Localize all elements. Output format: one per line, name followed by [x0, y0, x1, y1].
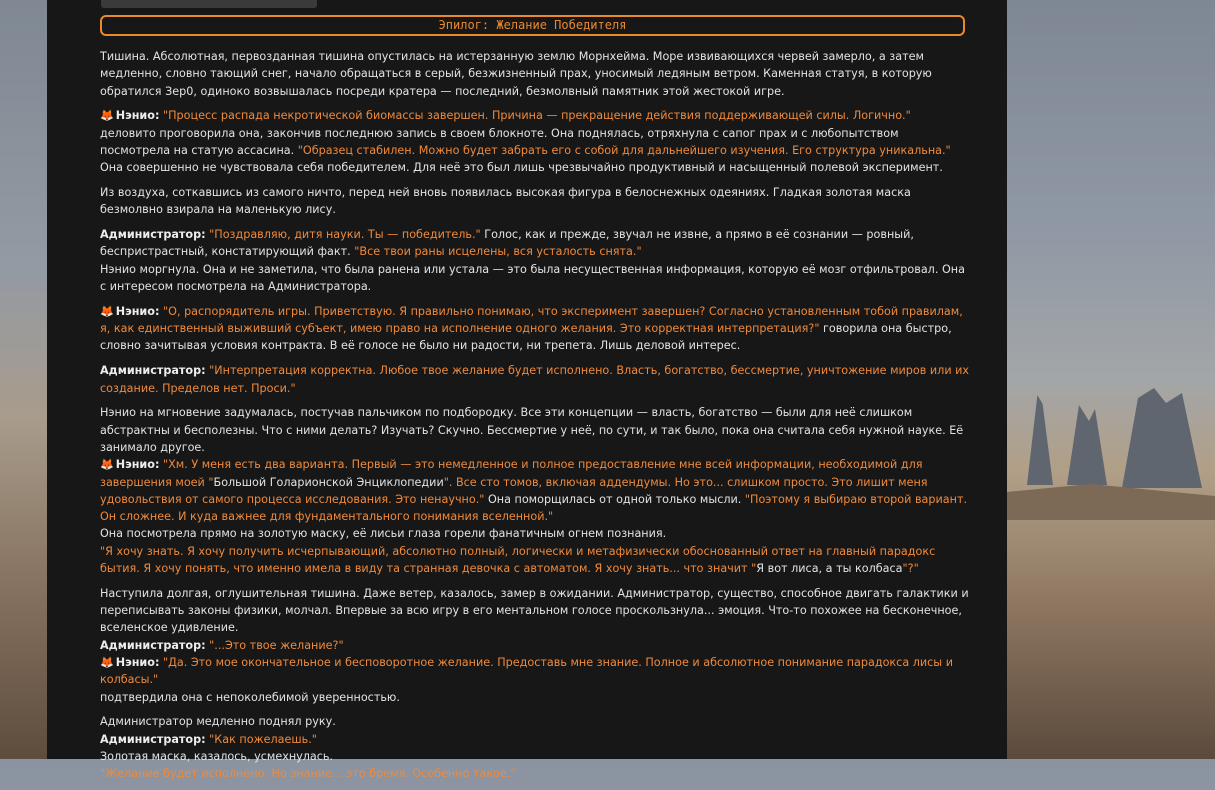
fox-icon: 🦊: [100, 656, 114, 669]
paragraph-admin-1: [100, 226, 970, 295]
quote: ". Все сто томов, включая аддендумы. Но это... слишком просто. Это лишит меня удовольствия от самого процесса исследования. Это ненаучно.": [100, 475, 928, 506]
narration: Большой Голарионской Энциклопедии: [213, 475, 444, 489]
quote: "Процесс распада некротической биомассы завершен. Причина — прекращение действия поддерживающей силы. Логично.": [163, 109, 911, 123]
narration: Наступила долгая, оглушительная тишина. Даже ветер, казалось, замер в ожидании. Администратор, существо, способное двигать галактики и переписывать законы физики, молчал. Впервые за всю игру в его ментальном голосе проскользнула... эмоция. Что-то похожее на бесконечное, вселенское удивление.: [100, 586, 969, 635]
narration: Золотая маска, казалось, усмехнулась.: [100, 749, 334, 763]
quote: "Поздравляю, дитя науки. Ты — победитель.": [209, 228, 481, 242]
fox-icon: 🦊: [100, 109, 114, 123]
speaker-name: Администратор:: [100, 638, 206, 652]
speaker-name: Администратор:: [100, 732, 206, 746]
narration: Она посмотрела прямо на золотую маску, её лисьи глаза горели фанатичным огнем познания.: [100, 527, 667, 541]
fox-icon: 🦊: [100, 458, 114, 472]
quote: "Как пожелаешь.": [209, 732, 317, 746]
paragraph-silence: Тишина. Абсолютная, первозданная тишина опустилась на истерзанную землю Морнхейма. Море извивающихся червей замерло, а затем медленно, словно тающий снег, начало обращаться в серый, безжизненный прах, уносимый ледяным ветром. Каменная статуя, в которую обратился Зер0, одиноко возвышалась посреди кратера — последний, безмолвный памятник этой жестокой игре.: [100, 50, 932, 98]
background-scenery-left: [0, 0, 47, 759]
narration: Я вот лиса, а ты колбаса: [756, 562, 903, 576]
narration: Нэнио на мгновение задумалась, постучав пальчиком по подбородку. Все эти концепции — власть, богатство — были для неё слишком абстрактны и бесполезны. Что с ними делать? Изучать? Скучно. Бессмертие у неё, по сути, и так было, пока она считала себя нужной науке. Её занимало другое.: [100, 406, 964, 454]
speaker-name: Нэнио:: [115, 109, 160, 123]
speaker-name: Администратор:: [100, 228, 206, 242]
speaker-name: Нэнио:: [115, 458, 160, 472]
narration: подтвердила она с непоколебимой уверенностью.: [100, 690, 400, 704]
narration: Она совершенно не чувствовала себя победителем. Для неё это был лишь чрезвычайно продуктивный и насыщенный полевой эксперимент.: [100, 161, 943, 175]
narration: говорила она быстро, словно зачитывая условия контракта. В её голосе не было ни радости, ни трепета. Лишь деловой интерес.: [100, 322, 952, 353]
speaker-name: Нэнио:: [115, 304, 160, 318]
top-tab[interactable]: [101, 0, 317, 8]
quote: "Я хочу знать. Я хочу получить исчерпывающий, абсолютно полный, логически и метафизически обоснованный ответ на главный парадокс бытия. Я хочу понять, что именно имела в виду та странная девочка с автоматом. Я хочу знать... что значит ": [100, 544, 936, 576]
quote: "Все твои раны исцелены, вся усталость снята.": [354, 245, 642, 259]
quote: "?": [902, 562, 919, 576]
narration: деловито проговорила она, закончив последнюю запись в своем блокноте. Она поднялась, отряхнула с сапог прах и с любопытством посмотрела на статую ассасина.: [100, 126, 899, 157]
paragraph-wish-choice: [100, 404, 970, 577]
fox-icon: 🦊: [100, 304, 114, 318]
epilog-title: Эпилог: Желание Победителя: [100, 15, 965, 36]
rock-spire: [1027, 395, 1053, 485]
paragraph-nenio-1: [100, 107, 970, 176]
narration: Нэнио моргнула. Она и не заметила, что была ранена или устала — это была несущественная информация, которую её мозг отфильтровал. Она с интересом посмотрела на Администратора.: [100, 262, 965, 294]
quote: "О, распорядитель игры. Приветствую. Я правильно понимаю, что эксперимент завершен? Согласно установленным тобой правилам, я, как единственный выживший субъект, имею право на исполнение одного желания. Это корректная интерпретация?": [100, 304, 963, 336]
quote: "Интерпретация корректна. Любое твое желание будет исполнено. Власть, богатство, бессмертие, уничтожение миров или их создание. Пределов нет. Проси.": [100, 364, 970, 395]
background-scenery-right: [1007, 0, 1215, 759]
narration: Администратор медленно поднял руку.: [100, 715, 336, 729]
speaker-name: Администратор:: [100, 364, 206, 378]
paragraph-admin-3: [100, 713, 970, 782]
paragraph-admin-2: [100, 362, 970, 397]
quote: "Да. Это мое окончательное и бесповоротное желание. Предоставь мне знание. Полное и абсолютное понимание парадокса лисы и колбасы.": [100, 656, 953, 687]
quote: "Образец стабилен. Можно будет забрать его с собой для дальнейшего изучения. Его структура уникальна.": [297, 143, 951, 157]
paragraph-silence-2: [100, 585, 970, 706]
quote: "Желание будет исполнено. Но знание... это бремя. Особенно такое.": [100, 767, 516, 781]
rock-spire: [1067, 405, 1107, 485]
rock-spire: [1122, 388, 1202, 488]
paragraph-nenio-2: [100, 303, 970, 355]
narration: Она поморщилась от одной только мысли.: [484, 492, 745, 506]
paragraph-figure: Из воздуха, соткавшись из самого ничто, перед ней вновь появилась высокая фигура в белоснежных одеяниях. Гладкая золотая маска безмолвно взирала на маленькую лису.: [100, 186, 911, 217]
quote: "Хм. У меня есть два варианта. Первый — это немедленное и полное предоставление мне всей информации, необходимой для завершения моей ": [100, 458, 923, 489]
quote: "...Это твое желание?": [209, 638, 344, 652]
narration: Голос, как и прежде, звучал не извне, а прямо в её сознании — ровный, беспристрастный, констатирующий факт.: [100, 228, 914, 259]
speaker-name: Нэнио:: [115, 656, 160, 669]
quote: "Поэтому я выбираю второй вариант. Он сложнее. И куда важнее для фундаментального понимания вселенной.": [100, 492, 968, 524]
story-text: [100, 48, 970, 790]
